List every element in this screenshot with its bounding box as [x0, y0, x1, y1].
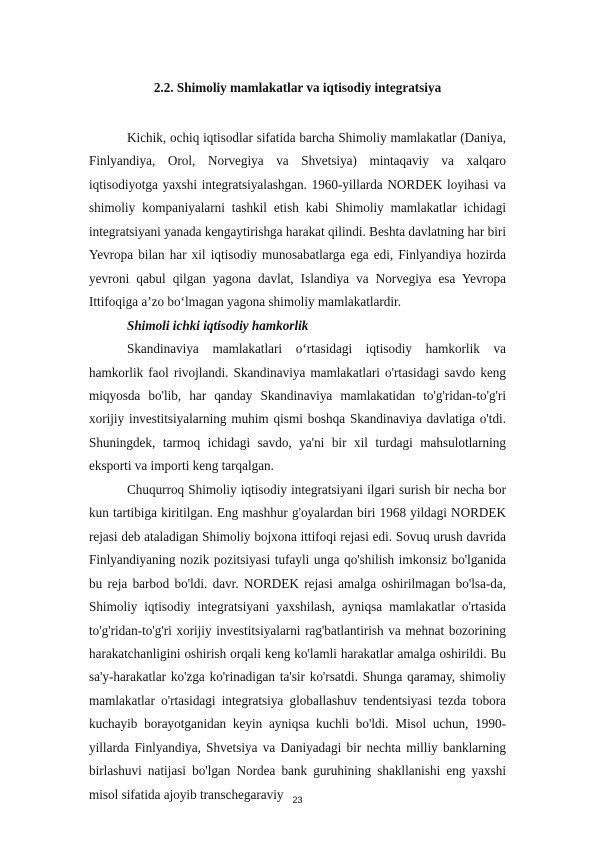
subheading: Shimoli ichki iqtisodiy hamkorlik: [127, 317, 309, 333]
paragraph: Kichik, ochiq iqtisodlar sifatida barcha Shimoliy mamlakatlar (Daniya, Finlyandiya, Orol, Norvegiya va Shvetsiya) mintaqaviy va xalqaro iqtisodiyotga yaxshi integratsiyalashgan. 1960-yillarda NORDEK loyihasi va shimoliy kompaniyalarni tashkil etish kabi Shimoliy mamlakatlar ichidagi integratsiyani yanada kengaytirishga harakat qilindi. Beshta davlatning har biri Yevropa bilan har xil iqtisodiy munosabatlarga ega edi, Finlyandiya hozirda yevroni qabul qilgan yagona davlat, Islandiya va Norvegiya esa Yevropa Ittifoqiga a’zo bo‘lmagan yagona shimoliy mamlakatlardir.: [89, 130, 506, 310]
section-title: 2.2. Shimoliy mamlakatlar va iqtisodiy integratsiya: [153, 80, 442, 95]
body-text: [89, 126, 506, 806]
page-number: 23: [292, 795, 303, 805]
paragraph: Skandinaviya mamlakatlari o‘rtasidagi iqtisodiy hamkorlik va hamkorlik faol rivojlandi. Skandinaviya mamlakatlari o'rtasidagi savdo keng miqyosda bo'lib, har qanday Skandinaviya mamlakatidan to'g'ridan-to'g'ri xorijiy investitsiyalarning muhim qismi boshqa Skandinaviya davlatiga o'tdi. Shuningdek, tarmoq ichidagi savdo, ya'ni bir xil turdagi mahsulotlarning eksporti va importi keng tarqalgan.: [89, 341, 506, 474]
paragraph: Chuqurroq Shimoliy iqtisodiy integratsiyani ilgari surish bir necha bor kun tartibiga kiritilgan. Eng mashhur g'oyalardan biri 1968 yildagi NORDEK rejasi deb ataladigan Shimoliy bojxona ittifoqi rejasi edi. Sovuq urush davrida Finlyandiyaning nozik pozitsiyasi tufayli unga qo'shilish imkonsiz bo'lganida bu reja barbod bo'ldi. davr. NORDEK rejasi amalga oshirilmagan bo'lsa-da, Shimoliy iqtisodiy integratsiyani yaxshilash, ayniqsa mamlakatlar o'rtasida to'g'ridan-to'g'ri xorijiy investitsiyalarni rag'batlantirish va mehnat bozorining harakatchanligini oshirish orqali keng ko'lamli harakatlar amalga oshirildi. Bu sa'y-harakatlar ko'zga ko'rinadigan ta'sir ko'rsatdi. Shunga qaramay, shimoliy mamlakatlar o'rtasidagi integratsiya globallashuv tendentsiyasi tezda tobora kuchayib borayotganidan keyin ayniqsa kuchli bo'ldi. Misol uchun, 1990-yillarda Finlyandiya, Shvetsiya va Daniyadagi bir nechta milliy banklarning birlashuvi natijasi bo'lgan Nordea bank guruhining shakllanishi eng yaxshi misol sifatida ajoyib transchegaraviy: [89, 481, 506, 802]
